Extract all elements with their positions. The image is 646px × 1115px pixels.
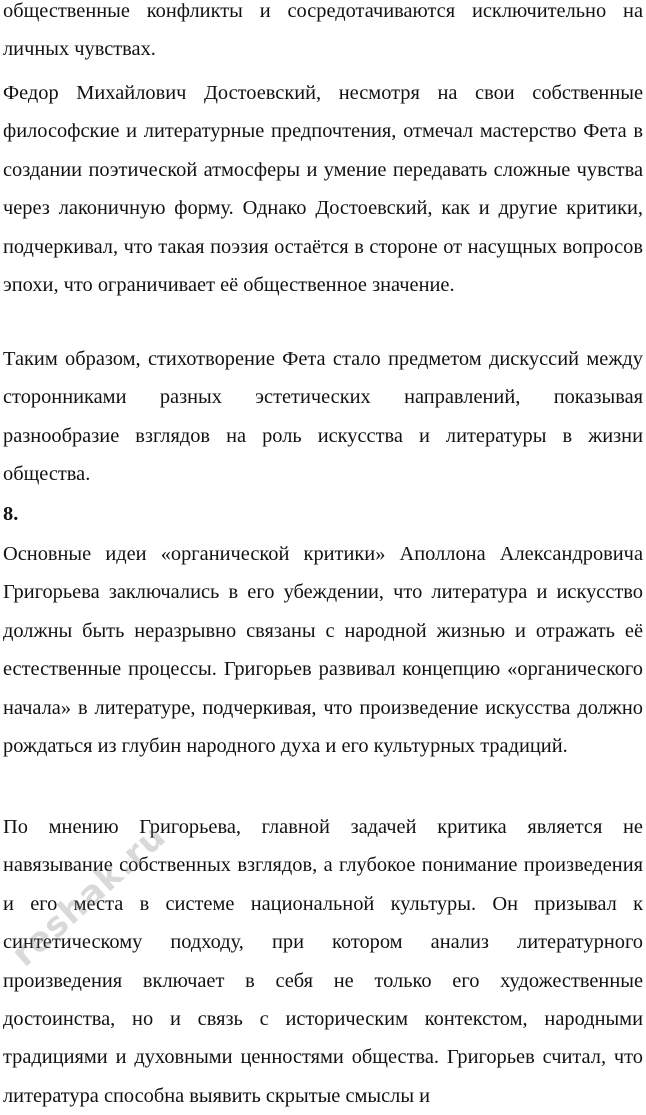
paragraph-fet-conflicts: общественные конфликты и сосредотачиваются исключительно на личных чувствах. (3, 0, 643, 61)
paragraph-dostoevsky: Федор Михайлович Достоевский, несмотря на свои собственные философские и литературные предпочтения, отмечал мастерство Фета в создании поэтической атмосферы и умение передавать сложные чувства через лаконичную форму. Однако Достоевский, как и другие критики, подчеркивал, что такая поэзия остаётся в стороне от насущных вопросов эпохи, что ограничивает её общественное значение. (3, 82, 643, 297)
paragraph-organic-criticism: Основные идеи «органической критики» Аполлона Александровича Григорьева заключались в его убеждении, что литература и искусство должны быть неразрывно связаны с народной жизнью и отражать её естественные процессы. Григорьев развивал концепцию «органического начала» в литературе, подчеркивая, что произведение искусства должно рождаться из глубин народного духа и его культурных традиций. (3, 543, 643, 758)
section-number: 8. (3, 503, 19, 525)
paragraph-grigoriev-critic-task: По мнению Григорьева, главной задачей критика является не навязывание собственных взглядов, а глубокое понимание произведения и его места в системе национальной культуры. Он призывал к синтетическому подходу, при котором анализ литературного произведения включает в себя не только его художественные достоинства, но и связь с историческим контекстом, народными традициями и духовными ценностями общества. Григорьев считал, что литература способна выявить скрытые смыслы и (3, 816, 643, 1107)
watermark-logo: reshak.ru (4, 816, 174, 975)
paragraph-conclusion: Таким образом, стихотворение Фета стало предметом дискуссий между сторонниками разных эстетических направлений, показывая разнообразие взглядов на роль искусства и литературы в жизни общества. (3, 348, 643, 486)
